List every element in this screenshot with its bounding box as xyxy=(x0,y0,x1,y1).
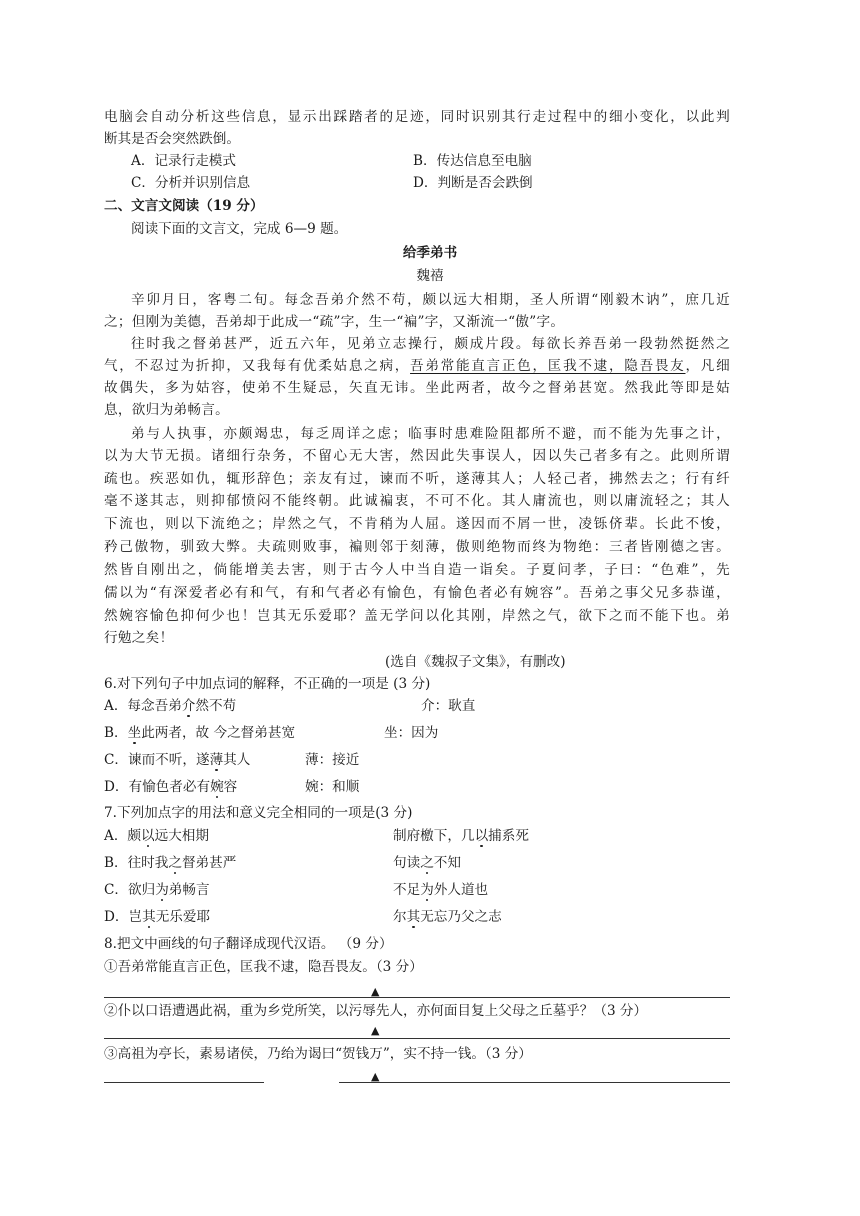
section-instruction: 阅读下面的文言文，完成 6—9 题。 xyxy=(131,221,348,237)
q8-stem: 8.把文中画线的句子翻译成现代汉语。 （9 分） xyxy=(104,936,393,952)
q5-option-c: C．分析并识别信息 xyxy=(131,175,251,191)
option-text: 无乐爱耶 xyxy=(155,909,211,925)
q7-option-a-right xyxy=(393,826,529,846)
q7-option-c-left xyxy=(104,880,210,900)
option-text: 尔 xyxy=(393,909,407,925)
passage-line: 然婉容愉色抑何少也！岂其无乐爱耶？盖无学问以化其刚，岸然之气，欲下之而不能下也。弟 xyxy=(104,608,730,624)
passage-line: 然皆自刚出之，倘能增美去害，则于古今人中当自造一诣矣。子夏问孝，子曰：“色难”，先 xyxy=(104,562,730,578)
option-text: 其人 xyxy=(223,752,251,768)
option-text: 容 xyxy=(223,779,238,795)
option-text: D．岂 xyxy=(104,909,143,925)
q5-text-line: 电脑会自动分析这些信息，显示出踩踏者的足迹，同时识别其行走过程中的细小变化，以此判 xyxy=(104,109,730,125)
option-text: 外人道也 xyxy=(433,882,489,898)
option-text: B．往时我 xyxy=(104,855,169,871)
passage-author: 魏禧 xyxy=(416,268,444,284)
option-text: 督弟甚严 xyxy=(181,855,237,871)
answer-line[interactable] xyxy=(104,1038,730,1039)
q5-option-b: B．传达信息至电脑 xyxy=(413,153,532,169)
dotted-word: 之 xyxy=(168,855,182,871)
option-text: A．每念吾弟 xyxy=(104,698,182,714)
option-text: C．谏而不听，遂 xyxy=(104,752,210,768)
q8-sentence-3: ③高祖为亭长，素易诸侯，乃绐为谒曰“贺钱万”，实不持一钱。（3 分） xyxy=(104,1046,532,1062)
q8-sentence-1: ①吾弟常能直言正色，匡我不逮，隐吾畏友。（3 分） xyxy=(104,959,423,975)
passage-line xyxy=(104,356,730,376)
dotted-word: 之 xyxy=(420,855,434,871)
answer-line[interactable] xyxy=(104,997,730,998)
q7-option-d-right xyxy=(393,907,502,927)
q7-option-c-right xyxy=(393,880,488,900)
passage-line: 之；但刚为美德，吾弟却于此成一“疏”字，生一“褊”字，又渐流一“傲”字。 xyxy=(104,314,565,330)
dotted-word: 以 xyxy=(474,828,489,844)
answer-marker-icon: ▲ xyxy=(371,1024,380,1037)
q6-option-c xyxy=(104,750,250,770)
dotted-word: 其 xyxy=(406,909,421,925)
dotted-word: 薄 xyxy=(209,752,224,768)
passage-line: 下流也，则以下流绝之；岸然之气，不肯稍为人屈。遂因而不屑一世，凌铄侪辈。长此不悛， xyxy=(104,516,730,532)
q7-option-b-right xyxy=(393,853,461,873)
q6-gloss-a: 介：耿直 xyxy=(421,698,476,714)
option-text: C．欲归 xyxy=(104,882,156,898)
q7-option-d-left xyxy=(104,907,210,927)
answer-line[interactable] xyxy=(339,1082,730,1083)
passage-line: 往时我之督弟甚严，近五六年，见弟立志操行，颇成片段。每欲长养吾弟一段勃然挺然之 xyxy=(131,336,730,352)
option-text: 此两者，故 今之督弟甚宽 xyxy=(141,725,296,741)
passage-line: 行勉之矣！ xyxy=(104,630,174,646)
passage-line: 儒以为“有深爱者必有和气，有和气者必有愉色，有愉色者必有婉容”。吾弟之事父兄多恭谨， xyxy=(104,585,730,601)
section-heading: 二、文言文阅读（19 分） xyxy=(104,198,264,214)
q6-stem: 6.对下列句子中加点词的解释，不正确的一项是 (3 分) xyxy=(104,676,431,692)
q6-option-b xyxy=(104,723,295,743)
option-text: 远大相期 xyxy=(154,828,209,844)
option-text: 不足 xyxy=(393,882,421,898)
passage-line: 疏也。疾恶如仇，辄形辞色；亲友有过，谏而不听，遂薄其人；人轻己者，拂然去之；行有纤 xyxy=(104,471,730,487)
option-text: 捕系死 xyxy=(488,828,529,844)
option-text: 句读 xyxy=(393,855,421,871)
option-text: 不知 xyxy=(433,855,461,871)
q5-option-a: A．记录行走模式 xyxy=(131,153,236,169)
underlined-sentence: 吾弟常能直言正色，匡我不逮，隐吾畏友 xyxy=(410,358,686,374)
passage-text: ，凡细 xyxy=(685,358,730,374)
q6-gloss-b: 坐：因为 xyxy=(384,725,439,741)
q8-sentence-2: ②仆以口语遭遇此祸，重为乡党所笑，以污辱先人，亦何面目复上父母之丘墓乎？（3 分） xyxy=(104,1003,648,1019)
q6-option-a xyxy=(104,696,236,716)
dotted-word: 介 xyxy=(181,698,196,714)
passage-line: 矜己傲物，驯致大弊。夫疏则败事，褊则邻于刻薄，傲则绝物而终为物绝：三者皆刚德之害。 xyxy=(104,539,730,555)
passage-line: 以为大节无损。诸细行杂务，不留心无大害，然因此失事误人，因以失己者多有之。此则所谓 xyxy=(104,448,730,464)
option-text: 制府檄下，几 xyxy=(393,828,475,844)
q6-gloss-d: 婉：和顺 xyxy=(305,779,360,795)
q6-gloss-c: 薄：接近 xyxy=(305,752,360,768)
dotted-word: 为 xyxy=(420,882,434,898)
dotted-word: 其 xyxy=(142,909,156,925)
option-text: B． xyxy=(104,725,128,741)
q7-option-a-left xyxy=(104,826,209,846)
answer-marker-icon: ▲ xyxy=(371,1070,380,1083)
passage-line: 息，欲归为弟畅言。 xyxy=(104,402,230,418)
option-text: A．颇 xyxy=(104,828,142,844)
passage-source: (选自《魏叔子文集》，有删改) xyxy=(385,654,566,670)
option-text: 然不苟 xyxy=(195,698,237,714)
q7-stem: 7.下列加点字的用法和意义完全相同的一项是(3 分) xyxy=(104,805,413,821)
option-text: 弟畅言 xyxy=(168,882,210,898)
answer-marker-icon: ▲ xyxy=(371,985,380,998)
passage-line: 弟与人执事，亦颇竭忠，每乏周详之虑；临事时患难险阻都所不避，而不能为先事之计， xyxy=(131,426,730,442)
answer-line[interactable] xyxy=(104,1082,264,1083)
passage-line: 毫不遂其志，则抑郁愤闷不能终朝。此诚褊衷，不可不化。其人庸流也，则以庸流轻之；其人 xyxy=(104,493,730,509)
dotted-word: 为 xyxy=(155,882,169,898)
passage-line: 辛卯月日，客粤二旬。每念吾弟介然不苟，颇以远大相期，圣人所谓“刚毅木讷”，庶几近 xyxy=(131,292,730,308)
q7-option-b-left xyxy=(104,853,236,873)
passage-line: 故偶失，多为姑容，使弟不生疑忌，矢直无讳。坐此两者，故今之督弟甚宽。然我此等即是姑 xyxy=(104,380,730,396)
passage-title: 给季弟书 xyxy=(402,245,458,261)
option-text: D．有愉色者必有 xyxy=(104,779,211,795)
passage-text: 气，不忍过为折抑，又我每有优柔姑息之病， xyxy=(104,358,411,374)
option-text: 无忘乃父之志 xyxy=(420,909,502,925)
dotted-word: 坐 xyxy=(127,725,142,741)
q5-option-d: D．判断是否会跌倒 xyxy=(413,175,533,191)
dotted-word: 婉 xyxy=(210,779,224,795)
dotted-word: 以 xyxy=(141,828,155,844)
q5-text-line: 断其是否会突然跌倒。 xyxy=(104,131,240,147)
q6-option-d xyxy=(104,777,237,797)
